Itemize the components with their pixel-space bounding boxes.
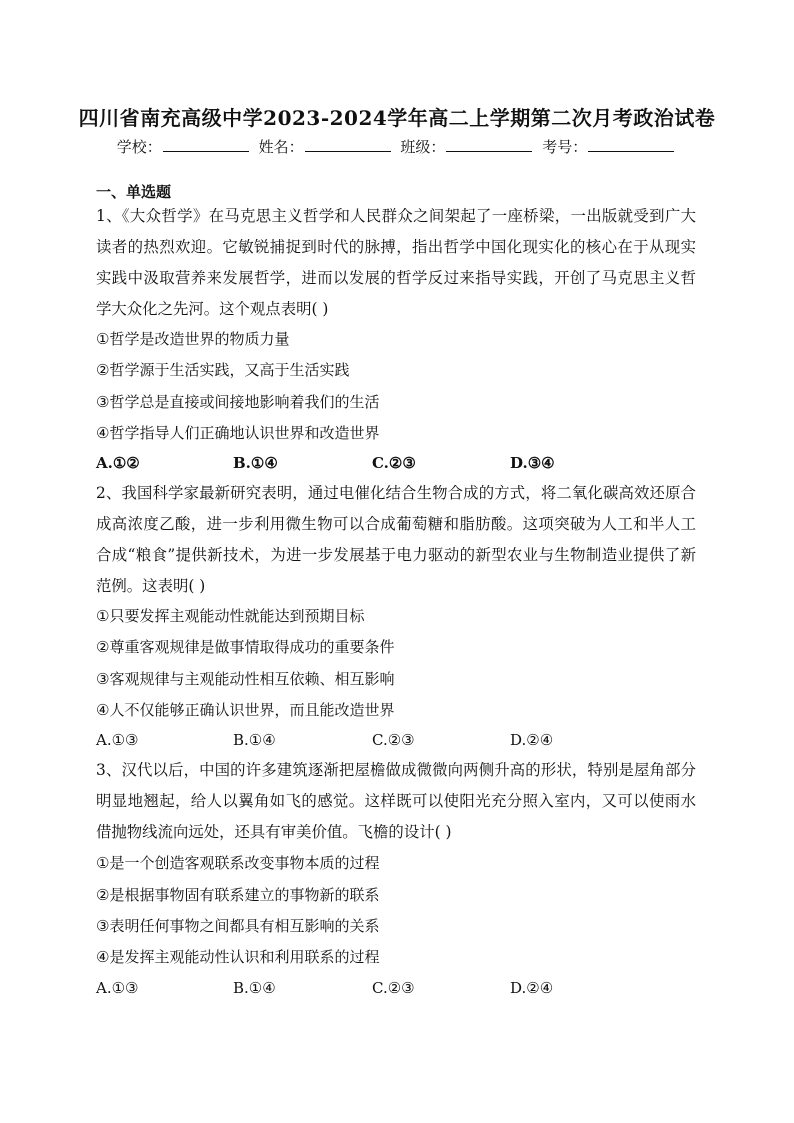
- question-2-item-4: ④人不仅能够正确认识世界，而且能改造世界: [96, 701, 395, 719]
- question-3-option-c[interactable]: C.②③: [372, 979, 415, 997]
- question-2-option-b[interactable]: B.①④: [233, 731, 276, 749]
- school-blank[interactable]: [163, 139, 249, 152]
- question-2-item-2: ②尊重客观规律是做事情取得成功的重要条件: [96, 638, 395, 656]
- question-2-option-c[interactable]: C.②③: [372, 731, 415, 749]
- question-3-options: [96, 979, 696, 999]
- question-3-option-d[interactable]: D.②④: [510, 979, 554, 997]
- question-1-option-c[interactable]: C.②③: [372, 454, 416, 472]
- question-2-stem: 2、我国科学家最新研究表明，通过电催化结合生物合成的方式，将二氧化碳高效还原合成高浓度乙酸，进一步利用微生物可以合成葡萄糖和脂肪酸。这项突破为人工和半人工合成“粮食”提供新技术，为进一步发展基于电力驱动的新型农业与生物制造业提供了新范例。这表明( ): [96, 484, 696, 595]
- question-3-option-b[interactable]: B.①④: [233, 979, 276, 997]
- name-label: 姓名：: [258, 138, 304, 156]
- question-1-item-2: ②哲学源于生活实践，又高于生活实践: [96, 361, 350, 379]
- question-1-options: [96, 454, 696, 474]
- question-3-stem: 3、汉代以后，中国的许多建筑逐渐把屋檐做成微微向两侧升高的形状，特别是屋角部分明显地翘起，给人以翼角如飞的感觉。这样既可以使阳光充分照入室内，又可以使雨水借抛物线流向远处，还具有审美价值。飞檐的设计( ): [96, 761, 696, 841]
- question-2-option-d[interactable]: D.②④: [510, 731, 554, 749]
- question-2-options: [96, 731, 696, 751]
- number-label: 考号：: [542, 138, 588, 156]
- question-1-item-4: ④哲学指导人们正确地认识世界和改造世界: [96, 424, 380, 442]
- exam-title: 四川省南充高级中学2023-2024学年高二上学期第二次月考政治试卷: [78, 106, 716, 130]
- question-1-option-a[interactable]: A.①②: [96, 454, 140, 472]
- question-1-stem: 1、《大众哲学》在马克思主义哲学和人民群众之间架起了一座桥梁，一出版就受到广大读者的热烈欢迎。它敏锐捕捉到时代的脉搏，指出哲学中国化现实化的核心在于从现实实践中汲取营养来发展哲学，进而以发展的哲学反过来指导实践，开创了马克思主义哲学大众化之先河。这个观点表明( ): [96, 207, 696, 318]
- question-1-item-1: ①哲学是改造世界的物质力量: [96, 330, 290, 348]
- question-1-option-b[interactable]: B.①④: [233, 454, 278, 472]
- question-3-item-1: ①是一个创造客观联系改变事物本质的过程: [96, 854, 380, 872]
- question-1-option-d[interactable]: D.③④: [510, 454, 555, 472]
- name-blank[interactable]: [305, 139, 391, 152]
- school-label: 学校：: [116, 138, 162, 156]
- question-2-option-a[interactable]: A.①③: [96, 731, 139, 749]
- class-blank[interactable]: [446, 139, 532, 152]
- question-2-item-1: ①只要发挥主观能动性就能达到预期目标: [96, 607, 365, 625]
- question-1-item-3: ③哲学总是直接或间接地影响着我们的生活: [96, 393, 380, 411]
- question-2-item-3: ③客观规律与主观能动性相互依赖、相互影响: [96, 670, 395, 688]
- question-3-item-3: ③表明任何事物之间都具有相互影响的关系: [96, 917, 380, 935]
- student-info-row: [0, 136, 794, 157]
- class-label: 班级：: [400, 138, 446, 156]
- number-blank[interactable]: [588, 139, 674, 152]
- question-3-option-a[interactable]: A.①③: [96, 979, 139, 997]
- question-3-item-4: ④是发挥主观能动性认识和利用联系的过程: [96, 948, 380, 966]
- question-3-item-2: ②是根据事物固有联系建立的事物新的联系: [96, 886, 380, 904]
- section-heading: 一、单选题: [96, 183, 172, 201]
